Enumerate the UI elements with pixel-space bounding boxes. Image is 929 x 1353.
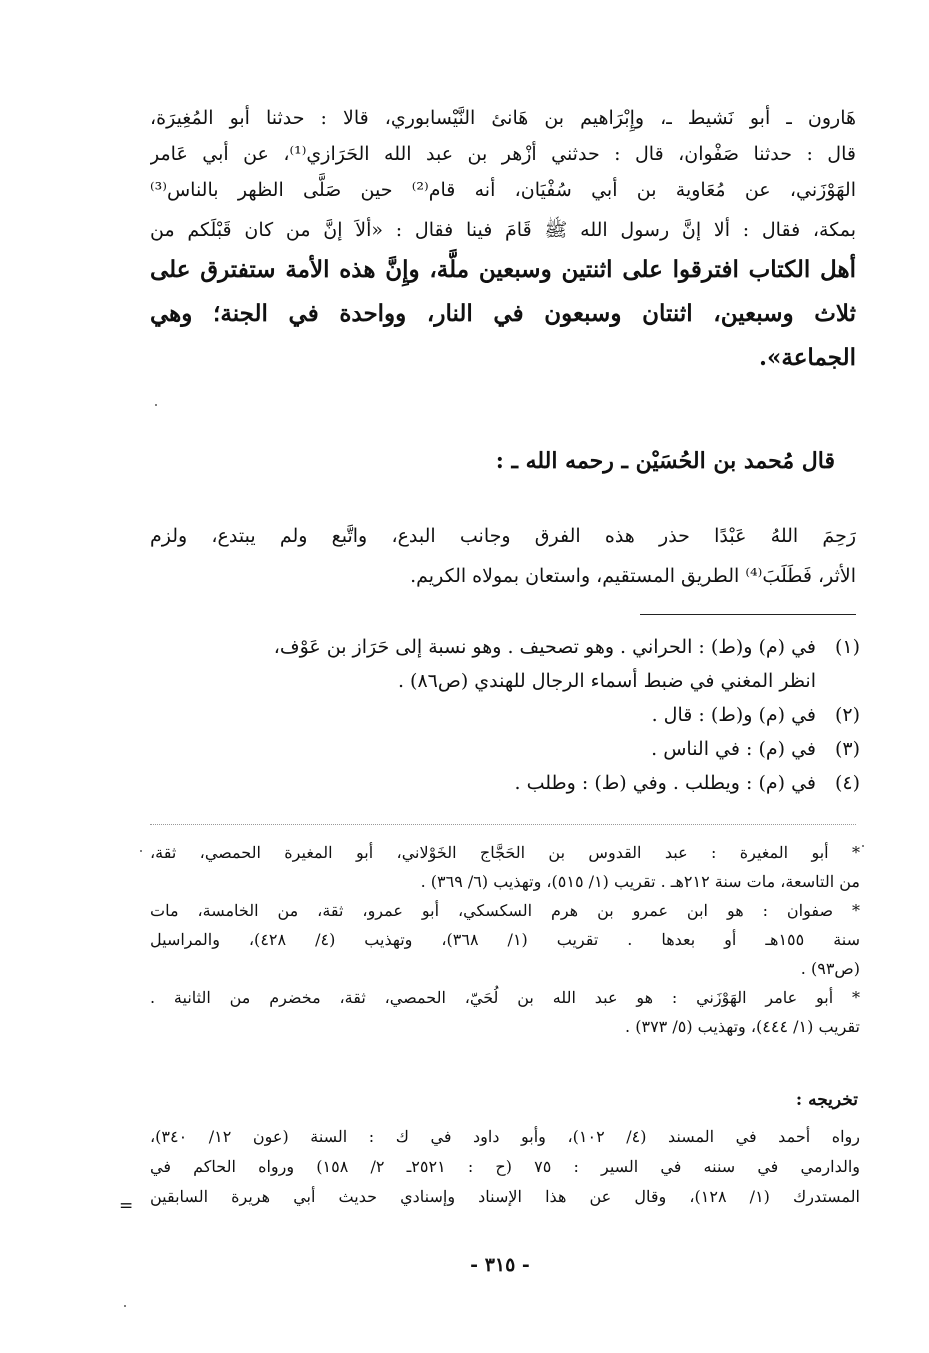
footnote-text: انظر المغني في ضبط أسماء الرجال للهندي (ص٨٦) . <box>397 670 816 692</box>
footnote-separator <box>640 614 856 615</box>
main-text <box>150 100 856 380</box>
bio-line: (ص٩٣) . <box>800 959 860 978</box>
section-heading: قال مُحمد بن الحُسَيْن ـ رحمه الله ـ : <box>495 448 835 474</box>
bio-line: سنة ١٥٥هـ أو بعدها . تقريب (١/ ٣٦٨)، وتهذيب (٤/ ٤٢٨)، والمراسيل <box>150 930 860 949</box>
hadith-line: ثلاث وسبعين، اثنتان وسبعون في النار، وواحدة في الجنة؛ وهي <box>150 300 856 327</box>
footnote <box>150 630 860 698</box>
footnote-text: في (م) و(ط) : الحراني . وهو تصحيف . وهو نسبة إلى حَرَاز بن عَوْف، <box>273 636 816 658</box>
takhrij-line: رواه أحمد في المسند (٤/ ١٠٢)، وأبو داود في ك : السنة (عون ١٢/ ٣٤٠)، <box>150 1127 860 1146</box>
takhrij-line: والدارمي في سننه في السير : ٧٥ (ح : ٢٥٢١ـ ٢/ ١٥٨) ورواه الحاكم في <box>150 1157 860 1176</box>
bio-line: تقريب (١/ ٤٤٤)، وتهذيب (٥/ ٣٧٣) . <box>625 1017 860 1036</box>
scan-speck <box>124 1305 126 1307</box>
footnotes <box>150 630 860 800</box>
continuation-mark: = <box>119 1196 134 1216</box>
commentary-paragraph <box>150 516 856 596</box>
footnote-text: في (م) : ويطلب . وفي (ط) : وطلب . <box>514 772 816 794</box>
bio-line: * أبو المغيرة : عبد القدوس بن الحَجَّاج الخَوْلاني، أبو المغيرة الحمصي، ثقة، <box>150 843 860 862</box>
main-line: الهَوْزَني، عن مُعَاوية بن أبي سُفْيَان، أنه قام⁽²⁾ حين صَلَّى الظهر بالناس⁽³⁾ <box>150 179 856 201</box>
footnote-text: في (م) : في الناس . <box>651 738 816 760</box>
footnote-number: (٣) <box>834 738 860 760</box>
scan-speck <box>155 404 157 406</box>
main-line: بمكة، فقال : ألا إنَّ رسول الله ﷺ قَامَ فينا فقال : «ألاَ إنَّ من كان قَبْلَكم من <box>150 219 856 241</box>
scan-speck <box>140 850 142 852</box>
commentary-line: رَحِمَ اللهُ عَبْدًا حذر هذه الفرق وجانب البدع، واتَّبع ولم يبتدع، ولزم <box>150 525 856 547</box>
scan-speck <box>862 845 864 847</box>
page-number: - ٣١٥ - <box>470 1254 530 1276</box>
main-line: هَارون ـ أبو نَشيط ـ، وإِبْرَاهيم بن هَانئ النَّيْسابوري، قالا : حدثنا أبو المُغِيرَة، <box>150 107 856 129</box>
bio-line: * صفوان : هو ابن عمرو بن هرم السكسكي، أبو عمرو، ثقة، من الخامسة، مات <box>150 901 860 920</box>
footnote <box>150 766 860 800</box>
bio-line: من التاسعة، مات سنة ٢١٢هـ . تقريب (١/ ٥١٥)، وتهذيب (٦/ ٣٦٩) . <box>420 872 860 891</box>
takhrij-line: المستدرك (١/ ١٢٨)، وقال عن هذا الإسناد وإسنادي حديث أبي هريرة السابقين <box>150 1187 860 1206</box>
footnote-number: (٤) <box>834 772 860 794</box>
narrator-biographies <box>150 838 860 1041</box>
takhrij-heading: تخريجه : <box>795 1090 858 1110</box>
footnote-number: (٢) <box>834 704 860 726</box>
footnote <box>150 698 860 732</box>
main-line: قال : حدثنا صَفْوان، قال : حدثني أزْهر بن عبد الله الحَرَازي⁽¹⁾، عن أبي عَامر <box>150 143 856 165</box>
hadith-line: أهل الكتاب افترقوا على اثنتين وسبعين ملَّة، وإِنَّ هذه الأمة ستفترق على <box>150 256 856 283</box>
bio-line: * أبو عامر الهَوْزَني : هو عبد الله بن لُحَيّ، الحمصي، ثقة، مخضرم من الثانية . <box>150 988 860 1007</box>
commentary-line: الأثر، فَطَلَبَ⁽⁴⁾ الطريق المستقيم، واستعان بمولاه الكريم. <box>410 565 856 587</box>
footnote-number: (١) <box>834 636 860 658</box>
footnote-text: في (م) و(ط) : قال . <box>651 704 816 726</box>
hadith-line: الجماعة». <box>759 344 856 371</box>
takhrij-text <box>150 1122 860 1212</box>
section-divider <box>150 824 856 825</box>
footnote <box>150 732 860 766</box>
